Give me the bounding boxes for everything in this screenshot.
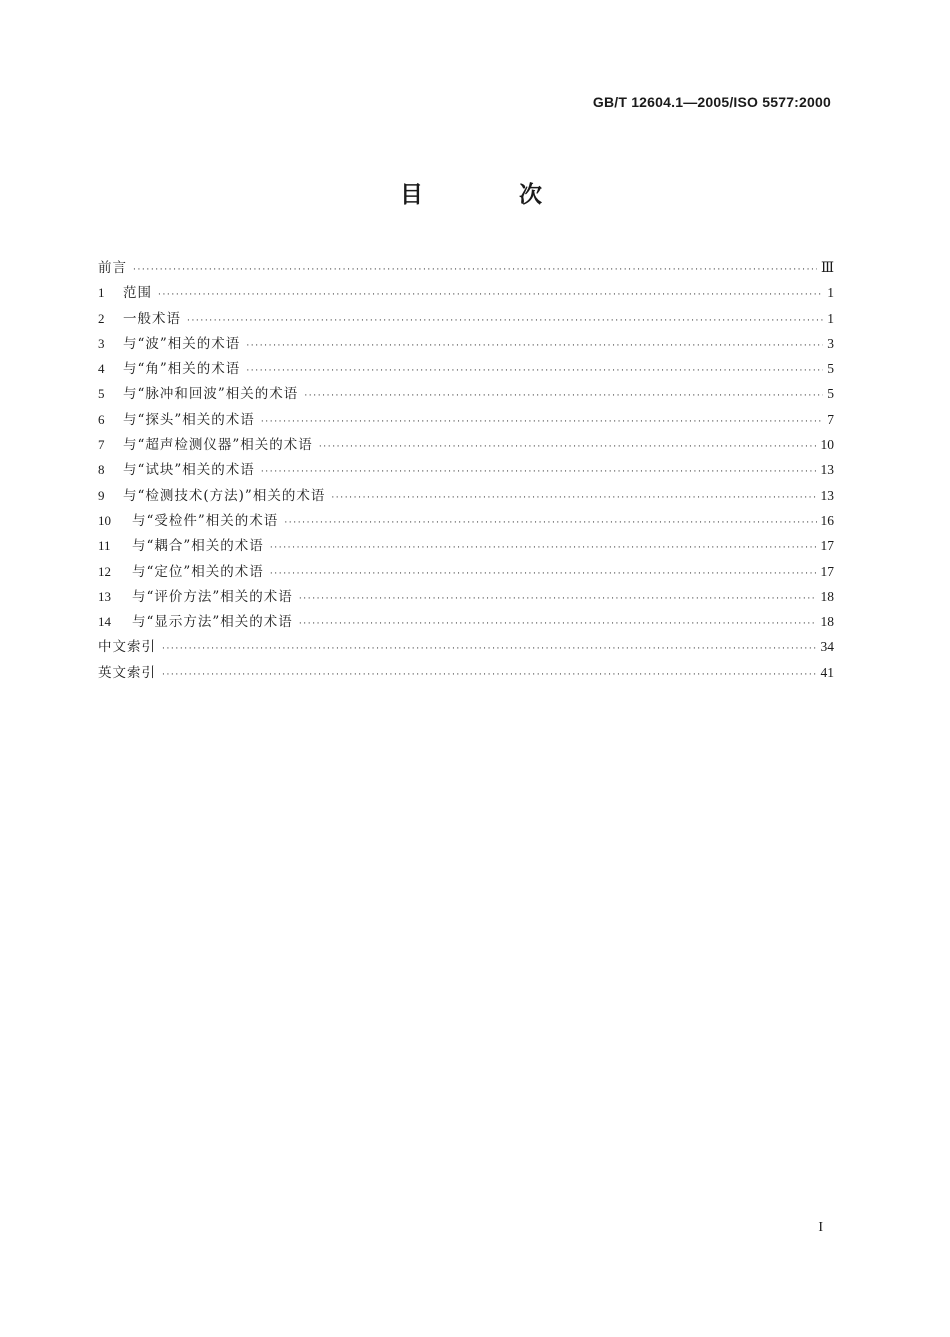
toc-entry-number: 11: [98, 538, 111, 554]
toc-entry-page: Ⅲ: [820, 260, 834, 275]
toc-entry-page: 17: [820, 538, 834, 554]
toc-entry-10[interactable]: [98, 508, 834, 533]
toc-leader-dots: [304, 384, 823, 409]
toc-entry-page: 1: [827, 285, 834, 301]
toc-entry-number: 2: [98, 310, 105, 326]
toc-entry-page: 17: [820, 563, 834, 579]
toc-entry-english-index[interactable]: [98, 660, 834, 685]
page-title: 目 次: [399, 181, 586, 208]
toc-entry-page: 5: [827, 386, 834, 402]
toc-entry-6[interactable]: [98, 407, 834, 432]
page-number: I: [818, 1220, 823, 1235]
toc-entry-page: 10: [820, 437, 834, 453]
toc-leader-dots: [299, 587, 817, 612]
toc-leader-dots: [331, 486, 816, 511]
toc-entry-5[interactable]: [98, 381, 834, 406]
toc-entry-9[interactable]: [98, 483, 834, 508]
toc-entry-page: 34: [820, 639, 834, 655]
toc-leader-dots: [158, 283, 823, 308]
toc-entry-label: 一般术语: [123, 310, 181, 327]
toc-entry-page: 7: [827, 411, 834, 427]
toc-entry-number: 10: [98, 512, 111, 528]
toc-entry-number: 12: [98, 563, 111, 579]
toc-entry-label: 英文索引: [98, 664, 156, 681]
toc-leader-dots: [246, 334, 823, 359]
toc-entry-foreword[interactable]: [98, 255, 834, 280]
toc-entry-label: 与“受检件”相关的术语: [132, 512, 279, 529]
toc-entry-label: 与“探头”相关的术语: [123, 411, 255, 428]
toc-entry-page: 13: [820, 487, 834, 503]
toc-entry-chinese-index[interactable]: [98, 634, 834, 659]
toc-leader-dots: [284, 511, 816, 536]
toc-entry-label: 与“脉冲和回波”相关的术语: [123, 386, 299, 403]
toc-entry-1[interactable]: [98, 280, 834, 305]
toc-entry-13[interactable]: [98, 584, 834, 609]
toc-entry-label: 范围: [123, 285, 152, 302]
toc-entry-number: 4: [98, 361, 105, 377]
toc-entry-2[interactable]: [98, 306, 834, 331]
toc-entry-label: 与“检测技术(方法)”相关的术语: [123, 487, 326, 504]
toc-leader-dots: [319, 435, 817, 460]
toc-leader-dots: [187, 309, 823, 334]
toc-leader-dots: [299, 612, 817, 637]
toc-entry-14[interactable]: [98, 609, 834, 634]
toc-leader-dots: [162, 663, 817, 688]
toc-entry-number: 5: [98, 386, 105, 402]
toc-entry-number: 7: [98, 437, 105, 453]
toc-entry-number: 13: [98, 588, 111, 604]
toc-entry-8[interactable]: [98, 457, 834, 482]
toc-entry-page: 3: [827, 335, 834, 351]
toc-entry-label: 与“定位”相关的术语: [132, 563, 264, 580]
toc-entry-number: 1: [98, 285, 105, 301]
toc-leader-dots: [261, 460, 817, 485]
toc-leader-dots: [270, 562, 817, 587]
toc-entry-page: 13: [820, 462, 834, 478]
toc-entry-4[interactable]: [98, 356, 834, 381]
toc-entry-page: 16: [820, 512, 834, 528]
toc-entry-number: 14: [98, 614, 111, 630]
toc-leader-dots: [270, 536, 817, 561]
toc-entry-label: 前言: [98, 260, 127, 276]
toc-entry-11[interactable]: [98, 533, 834, 558]
toc-entry-number: 9: [98, 487, 105, 503]
toc-entry-page: 1: [827, 310, 834, 326]
toc-leader-dots: [261, 410, 823, 435]
toc-entry-number: 8: [98, 462, 105, 478]
toc-entry-label: 与“超声检测仪器”相关的术语: [123, 437, 313, 454]
toc-entry-page: 41: [820, 664, 834, 680]
toc-entry-label: 与“角”相关的术语: [123, 361, 241, 378]
toc-entry-page: 18: [820, 588, 834, 604]
toc-entry-12[interactable]: [98, 559, 834, 584]
toc-entry-label: 中文索引: [98, 639, 156, 656]
toc-entry-number: 3: [98, 335, 105, 351]
toc-entry-label: 与“耦合”相关的术语: [132, 538, 264, 555]
toc-entry-label: 与“显示方法”相关的术语: [132, 614, 293, 631]
toc-leader-dots: [133, 258, 817, 283]
toc-entry-label: 与“试块”相关的术语: [123, 462, 255, 479]
toc-entry-page: 5: [827, 361, 834, 377]
toc-entry-3[interactable]: [98, 331, 834, 356]
toc-entry-page: 18: [820, 614, 834, 630]
toc-leader-dots: [162, 637, 817, 662]
toc-entry-number: 6: [98, 411, 105, 427]
standard-code: GB/T 12604.1—2005/ISO 5577:2000: [592, 94, 831, 110]
toc-leader-dots: [246, 359, 823, 384]
toc-entry-label: 与“波”相关的术语: [123, 335, 241, 352]
toc-entry-7[interactable]: [98, 432, 834, 457]
toc-entry-label: 与“评价方法”相关的术语: [132, 588, 293, 605]
table-of-contents: [98, 255, 834, 685]
